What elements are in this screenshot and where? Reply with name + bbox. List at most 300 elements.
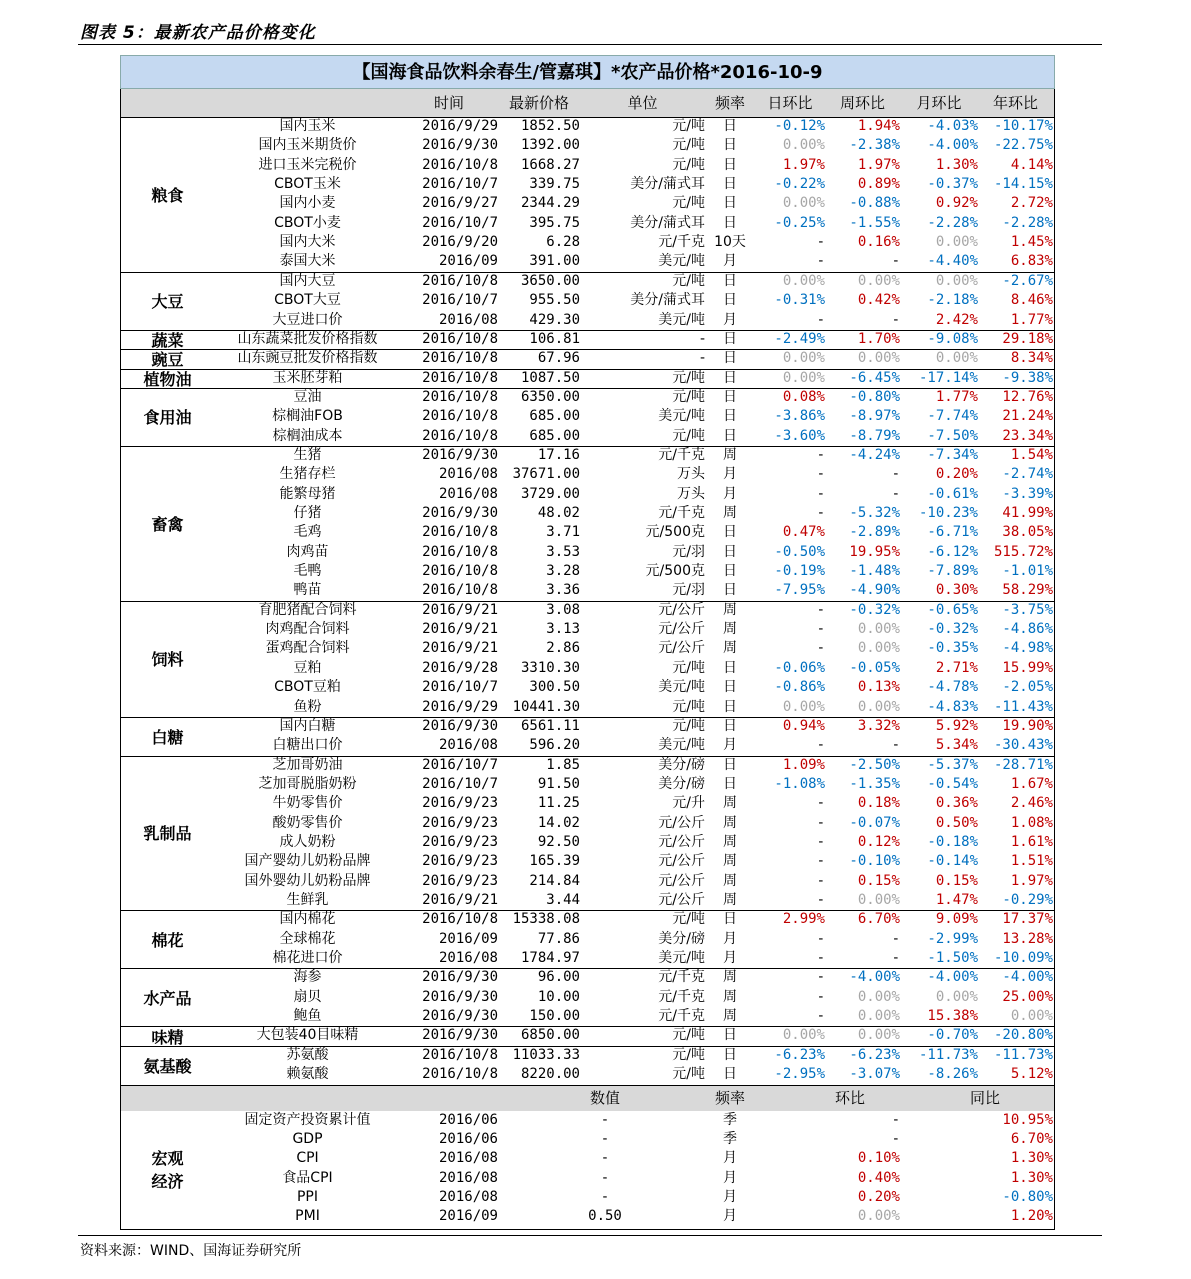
cell-d: -	[816, 872, 825, 889]
cell-freq: 月	[723, 737, 737, 754]
cell-date: 2016/9/29	[422, 118, 498, 134]
cell-w: -0.32%	[849, 601, 900, 618]
group-label: 白糖	[151, 727, 184, 747]
item-name: 酸奶零售价	[272, 814, 343, 831]
cell-w: -1.48%	[849, 563, 900, 580]
cell-date: 2016/9/30	[422, 969, 498, 986]
table-row	[120, 369, 1055, 388]
cell-date: 2016/10/8	[422, 369, 498, 386]
cell-m: -2.99%	[927, 930, 978, 947]
cell-d: -	[816, 795, 825, 812]
cell-m: -7.89%	[927, 563, 978, 580]
macro-mom: -	[891, 1130, 900, 1147]
cell-m: -4.40%	[927, 253, 978, 270]
macro-yoy: 10.95%	[1002, 1111, 1053, 1128]
cell-date: 2016/9/21	[422, 601, 498, 618]
macro-header-cell: 同比	[969, 1088, 1000, 1107]
item-name: 棕榈油FOB	[272, 408, 343, 425]
group-label: 食用油	[143, 408, 192, 428]
cell-m: -4.03%	[927, 118, 978, 134]
cell-d: 0.00%	[782, 350, 825, 367]
cell-d: 0.94%	[782, 717, 825, 734]
cell-w: -0.88%	[849, 195, 900, 212]
cell-d: -0.06%	[774, 659, 825, 676]
cell-d: 0.00%	[782, 272, 825, 289]
cell-freq: 日	[723, 195, 737, 212]
cell-date: 2016/9/21	[422, 640, 498, 657]
cell-price: 48.02	[537, 505, 580, 521]
cell-price: 1852.50	[520, 118, 580, 134]
cell-m: 1.47%	[935, 892, 978, 908]
table-row	[120, 698, 1055, 717]
cell-d: -	[816, 988, 825, 1005]
cell-w: -5.32%	[849, 505, 900, 521]
table-row	[120, 543, 1055, 562]
cell-freq: 月	[723, 253, 737, 270]
cell-w: 1.94%	[857, 118, 900, 134]
cell-unit: 元/千克	[658, 969, 705, 986]
cell-price: 391.00	[529, 253, 580, 270]
header-cell: 年环比	[992, 94, 1038, 112]
cell-m: -2.18%	[927, 292, 978, 309]
table-row	[120, 910, 1055, 929]
cell-y: -28.71%	[993, 756, 1053, 773]
cell-y: -22.75%	[993, 137, 1053, 154]
cell-freq: 日	[723, 543, 737, 560]
cell-date: 2016/9/21	[422, 621, 498, 638]
item-name: 生猪存栏	[279, 466, 336, 483]
cell-price: 3.53	[546, 543, 580, 560]
cell-price: 106.81	[529, 330, 580, 347]
cell-y: -10.09%	[993, 950, 1053, 967]
table-row	[120, 678, 1055, 697]
item-name: 国内大豆	[279, 272, 336, 289]
cell-date: 2016/08	[438, 485, 498, 502]
cell-price: 92.50	[537, 833, 580, 850]
cell-m: 9.09%	[935, 911, 978, 928]
cell-date: 2016/10/8	[422, 524, 498, 541]
macro-header	[120, 1085, 1055, 1111]
cell-d: -	[816, 814, 825, 831]
macro-yoy: 6.70%	[1010, 1130, 1053, 1147]
cell-m: 1.30%	[935, 156, 978, 173]
cell-price: 3.71	[546, 524, 580, 541]
table-row	[120, 311, 1055, 330]
macro-mom: 0.40%	[857, 1169, 900, 1186]
cell-m: 0.00%	[935, 350, 978, 367]
cell-freq: 日	[723, 369, 737, 386]
cell-d: -	[816, 621, 825, 638]
cell-d: -0.25%	[774, 214, 825, 231]
cell-unit: 元/千克	[658, 1008, 705, 1025]
cell-unit: 元/公斤	[658, 892, 705, 908]
cell-d: -	[816, 950, 825, 967]
cell-d: -	[816, 466, 825, 483]
cell-m: 0.36%	[935, 795, 978, 812]
cell-d: -3.60%	[774, 427, 825, 444]
cell-unit: 元/吨	[672, 659, 705, 676]
cell-date: 2016/10/8	[422, 272, 498, 289]
cell-freq: 日	[723, 176, 737, 193]
cell-d: 2.99%	[782, 911, 825, 928]
table-row	[120, 291, 1055, 310]
cell-d: -	[816, 253, 825, 270]
cell-unit: 元/吨	[672, 195, 705, 212]
item-name: 毛鸭	[293, 563, 322, 580]
cell-m: -6.12%	[927, 543, 978, 560]
cell-date: 2016/10/8	[422, 388, 498, 405]
cell-freq: 周	[723, 892, 737, 908]
cell-freq: 周	[723, 872, 737, 889]
cell-freq: 周	[723, 814, 737, 831]
cell-date: 2016/9/30	[422, 1008, 498, 1025]
cell-y: 13.28%	[1002, 930, 1053, 947]
cell-unit: 元/吨	[672, 427, 705, 444]
table-row	[120, 756, 1055, 775]
cell-freq: 日	[723, 292, 737, 309]
cell-freq: 日	[723, 350, 737, 367]
macro-mom: 0.10%	[857, 1150, 900, 1167]
cell-w: -0.80%	[849, 388, 900, 405]
table-row	[120, 272, 1055, 291]
item-name: 豆油	[293, 388, 322, 405]
cell-w: -2.38%	[849, 137, 900, 154]
cell-d: 0.00%	[782, 137, 825, 154]
cell-date: 2016/9/23	[422, 872, 498, 889]
cell-freq: 周	[723, 505, 737, 521]
cell-y: -0.29%	[1002, 892, 1053, 908]
table-row	[120, 620, 1055, 639]
cell-y: 6.83%	[1010, 253, 1053, 270]
cell-freq: 日	[723, 698, 737, 715]
cell-w: 0.00%	[857, 350, 900, 367]
table-row	[120, 349, 1055, 368]
cell-w: 19.95%	[849, 543, 900, 560]
cell-y: 515.72%	[993, 543, 1053, 560]
cell-freq: 日	[723, 156, 737, 173]
table-row	[120, 930, 1055, 949]
cell-m: -7.34%	[927, 446, 978, 463]
item-name: 国内小麦	[279, 195, 336, 212]
header-cell: 周环比	[839, 94, 885, 112]
cell-w: 0.00%	[857, 698, 900, 715]
cell-price: 1087.50	[520, 369, 580, 386]
cell-unit: 万头	[677, 466, 705, 483]
cell-m: -0.70%	[927, 1027, 978, 1044]
item-name: 鱼粉	[293, 698, 322, 715]
cell-date: 2016/9/20	[422, 234, 498, 251]
cell-unit: 元/公斤	[658, 872, 705, 889]
cell-unit: 美分/磅	[658, 775, 705, 792]
cell-price: 1.85	[546, 756, 580, 773]
cell-w: -8.97%	[849, 408, 900, 425]
cell-y: 5.12%	[1010, 1066, 1053, 1083]
cell-price: 14.02	[537, 814, 580, 831]
cell-price: 1784.97	[520, 950, 580, 967]
macro-group-label: 宏观 经济	[151, 1148, 184, 1191]
cell-m: 15.38%	[927, 1008, 978, 1025]
cell-w: -0.07%	[849, 814, 900, 831]
cell-unit: 元/吨	[672, 911, 705, 928]
item-name: 国内棉花	[279, 911, 336, 928]
table-bottom-border	[120, 1229, 1055, 1230]
item-name: 山东豌豆批发价格指数	[237, 350, 378, 367]
cell-price: 3310.30	[520, 659, 580, 676]
table-row	[120, 233, 1055, 252]
group-label: 饲料	[151, 650, 184, 670]
cell-unit: 元/公斤	[658, 640, 705, 657]
cell-price: 339.75	[529, 176, 580, 193]
item-name: 育肥猪配合饲料	[258, 601, 357, 618]
table-row	[120, 949, 1055, 968]
cell-unit: 元/吨	[672, 698, 705, 715]
cell-unit: 美分/磅	[658, 930, 705, 947]
cell-unit: 元/千克	[658, 446, 705, 463]
cell-unit: 元/公斤	[658, 621, 705, 638]
cell-y: -4.00%	[1002, 969, 1053, 986]
cell-price: 395.75	[529, 214, 580, 231]
cell-w: -0.10%	[849, 853, 900, 870]
cell-unit: 美元/吨	[658, 408, 705, 425]
cell-unit: 元/公斤	[658, 853, 705, 870]
macro-row	[120, 1207, 1055, 1226]
macro-freq: 季	[723, 1130, 737, 1147]
cell-m: 2.71%	[935, 659, 978, 676]
item-name: 进口玉米完税价	[258, 156, 357, 173]
cell-price: 1392.00	[520, 137, 580, 154]
item-name: CBOT玉米	[274, 176, 341, 193]
macro-value: -	[600, 1150, 610, 1167]
cell-freq: 日	[723, 408, 737, 425]
cell-w: 0.00%	[857, 988, 900, 1005]
cell-date: 2016/9/21	[422, 892, 498, 908]
cell-date: 2016/10/8	[422, 543, 498, 560]
cell-w: -1.55%	[849, 214, 900, 231]
cell-date: 2016/9/30	[422, 988, 498, 1005]
table-row	[120, 717, 1055, 736]
cell-m: 0.15%	[935, 872, 978, 889]
macro-date: 2016/06	[438, 1130, 498, 1147]
cell-date: 2016/10/7	[422, 292, 498, 309]
cell-date: 2016/10/8	[422, 427, 498, 444]
cell-w: 0.15%	[857, 872, 900, 889]
cell-unit: 元/千克	[658, 234, 705, 251]
table-row	[120, 214, 1055, 233]
cell-w: 0.00%	[857, 1008, 900, 1025]
cell-unit: -	[699, 330, 705, 347]
cell-d: -	[816, 892, 825, 908]
cell-y: -4.86%	[1002, 621, 1053, 638]
cell-price: 17.16	[537, 446, 580, 463]
cell-unit: 元/吨	[672, 137, 705, 154]
cell-date: 2016/10/8	[422, 582, 498, 599]
group-label: 豌豆	[151, 350, 184, 370]
cell-date: 2016/10/7	[422, 679, 498, 696]
item-name: 肉鸡配合饲料	[265, 621, 350, 638]
cell-m: -0.35%	[927, 640, 978, 657]
cell-date: 2016/10/7	[422, 775, 498, 792]
cell-unit: 美元/吨	[658, 679, 705, 696]
cell-unit: 元/升	[672, 795, 705, 812]
cell-price: 6850.00	[520, 1027, 580, 1044]
table-row	[120, 852, 1055, 871]
cell-date: 2016/08	[438, 737, 498, 754]
cell-price: 685.00	[529, 427, 580, 444]
cell-m: 0.30%	[935, 582, 978, 599]
cell-date: 2016/10/8	[422, 350, 498, 367]
macro-item-name: GDP	[292, 1130, 323, 1147]
cell-y: 41.99%	[1002, 505, 1053, 521]
table-row	[120, 117, 1055, 136]
item-name: 国产婴幼儿奶粉品牌	[244, 853, 371, 870]
item-name: 国内玉米期货价	[258, 137, 357, 154]
macro-value: -	[600, 1130, 610, 1147]
price-table	[120, 55, 1055, 1230]
cell-freq: 日	[723, 717, 737, 734]
group-label: 植物油	[143, 369, 192, 389]
cell-y: 38.05%	[1002, 524, 1053, 541]
cell-unit: 元/千克	[658, 988, 705, 1005]
cell-y: -4.98%	[1002, 640, 1053, 657]
macro-freq: 月	[723, 1150, 737, 1167]
item-name: 棉花进口价	[272, 950, 343, 967]
group-label: 水产品	[143, 988, 192, 1008]
cell-m: -0.14%	[927, 853, 978, 870]
macro-item-name: CPI	[296, 1150, 319, 1167]
table-header	[120, 89, 1055, 118]
cell-y: 15.99%	[1002, 659, 1053, 676]
cell-d: 1.09%	[782, 756, 825, 773]
cell-y: -11.73%	[993, 1046, 1053, 1063]
cell-d: -	[816, 640, 825, 657]
cell-unit: 元/羽	[672, 582, 705, 599]
cell-price: 6.28	[546, 234, 580, 251]
cell-y: 19.90%	[1002, 717, 1053, 734]
table-row	[120, 175, 1055, 194]
table-banner: 【国海食品饮料余春生/管嘉琪】*农产品价格*2016-10-9	[120, 55, 1055, 89]
cell-date: 2016/10/8	[422, 330, 498, 347]
cell-unit: 元/吨	[672, 1066, 705, 1083]
cell-d: -	[816, 969, 825, 986]
table-row	[120, 252, 1055, 271]
cell-y: 8.46%	[1010, 292, 1053, 309]
cell-w: -3.07%	[849, 1066, 900, 1083]
cell-w: -2.50%	[849, 756, 900, 773]
cell-d: -6.23%	[774, 1046, 825, 1063]
table-row	[120, 736, 1055, 755]
cell-unit: 美元/吨	[658, 253, 705, 270]
cell-freq: 日	[723, 118, 737, 134]
cell-unit: 元/公斤	[658, 601, 705, 618]
cell-y: 2.72%	[1010, 195, 1053, 212]
macro-row	[120, 1111, 1055, 1130]
table-row	[120, 639, 1055, 658]
item-name: 海参	[293, 969, 322, 986]
cell-m: -11.73%	[918, 1046, 978, 1063]
cell-w: -	[891, 466, 900, 483]
table-row	[120, 1007, 1055, 1026]
cell-price: 77.86	[537, 930, 580, 947]
macro-value: -	[600, 1188, 610, 1205]
item-name: 芝加哥奶油	[272, 756, 343, 773]
cell-freq: 日	[723, 1066, 737, 1083]
cell-y: 1.54%	[1010, 446, 1053, 463]
cell-y: 4.14%	[1010, 156, 1053, 173]
cell-y: 1.77%	[1010, 311, 1053, 328]
cell-price: 429.30	[529, 311, 580, 328]
table-row	[120, 407, 1055, 426]
cell-y: 1.61%	[1010, 833, 1053, 850]
figure-title: 图表 5：最新农产品价格变化	[80, 23, 316, 43]
item-name: 白糖出口价	[272, 737, 343, 754]
cell-w: 0.00%	[857, 621, 900, 638]
table-row	[120, 872, 1055, 891]
cell-d: -	[816, 833, 825, 850]
item-name: 国内玉米	[279, 118, 336, 134]
item-name: 生猪	[293, 446, 322, 463]
cell-unit: 元/吨	[672, 156, 705, 173]
cell-price: 685.00	[529, 408, 580, 425]
cell-y: 23.34%	[1002, 427, 1053, 444]
item-name: 赖氨酸	[286, 1066, 329, 1083]
cell-m: 0.00%	[935, 988, 978, 1005]
cell-unit: 美元/吨	[658, 737, 705, 754]
cell-price: 6561.11	[520, 717, 580, 734]
cell-d: -2.49%	[774, 330, 825, 347]
item-name: 鸭苗	[293, 582, 322, 599]
cell-freq: 月	[723, 311, 737, 328]
cell-freq: 周	[723, 988, 737, 1005]
cell-price: 955.50	[529, 292, 580, 309]
cell-d: -0.19%	[774, 563, 825, 580]
cell-freq: 周	[723, 833, 737, 850]
cell-date: 2016/10/7	[422, 756, 498, 773]
header-cell: 时间	[433, 94, 464, 112]
item-name: 玉米胚芽粕	[272, 369, 343, 386]
cell-m: -7.50%	[927, 427, 978, 444]
cell-freq: 日	[723, 388, 737, 405]
cell-unit: 元/公斤	[658, 814, 705, 831]
cell-y: 8.34%	[1010, 350, 1053, 367]
cell-date: 2016/10/8	[422, 156, 498, 173]
table-left-border	[120, 89, 121, 1230]
cell-date: 2016/10/8	[422, 563, 498, 580]
cell-unit: 元/千克	[658, 505, 705, 521]
cell-m: 2.42%	[935, 311, 978, 328]
cell-m: -8.26%	[927, 1066, 978, 1083]
cell-d: -	[816, 505, 825, 521]
cell-price: 214.84	[529, 872, 580, 889]
macro-freq: 月	[723, 1188, 737, 1205]
cell-freq: 周	[723, 795, 737, 812]
group-label: 粮食	[151, 185, 184, 205]
cell-y: 1.08%	[1010, 814, 1053, 831]
cell-unit: -	[699, 350, 705, 367]
cell-price: 1668.27	[520, 156, 580, 173]
cell-date: 2016/9/30	[422, 717, 498, 734]
cell-m: 0.00%	[935, 272, 978, 289]
group-label: 棉花	[151, 930, 184, 950]
item-name: 成人奶粉	[279, 833, 336, 850]
cell-m: -5.37%	[927, 756, 978, 773]
cell-price: 3.08	[546, 601, 580, 618]
cell-w: 0.18%	[857, 795, 900, 812]
item-name: 蛋鸡配合饲料	[265, 640, 350, 657]
cell-m: -0.32%	[927, 621, 978, 638]
cell-freq: 周	[723, 601, 737, 618]
macro-yoy: 1.30%	[1010, 1169, 1053, 1186]
header-cell: 月环比	[916, 94, 962, 112]
